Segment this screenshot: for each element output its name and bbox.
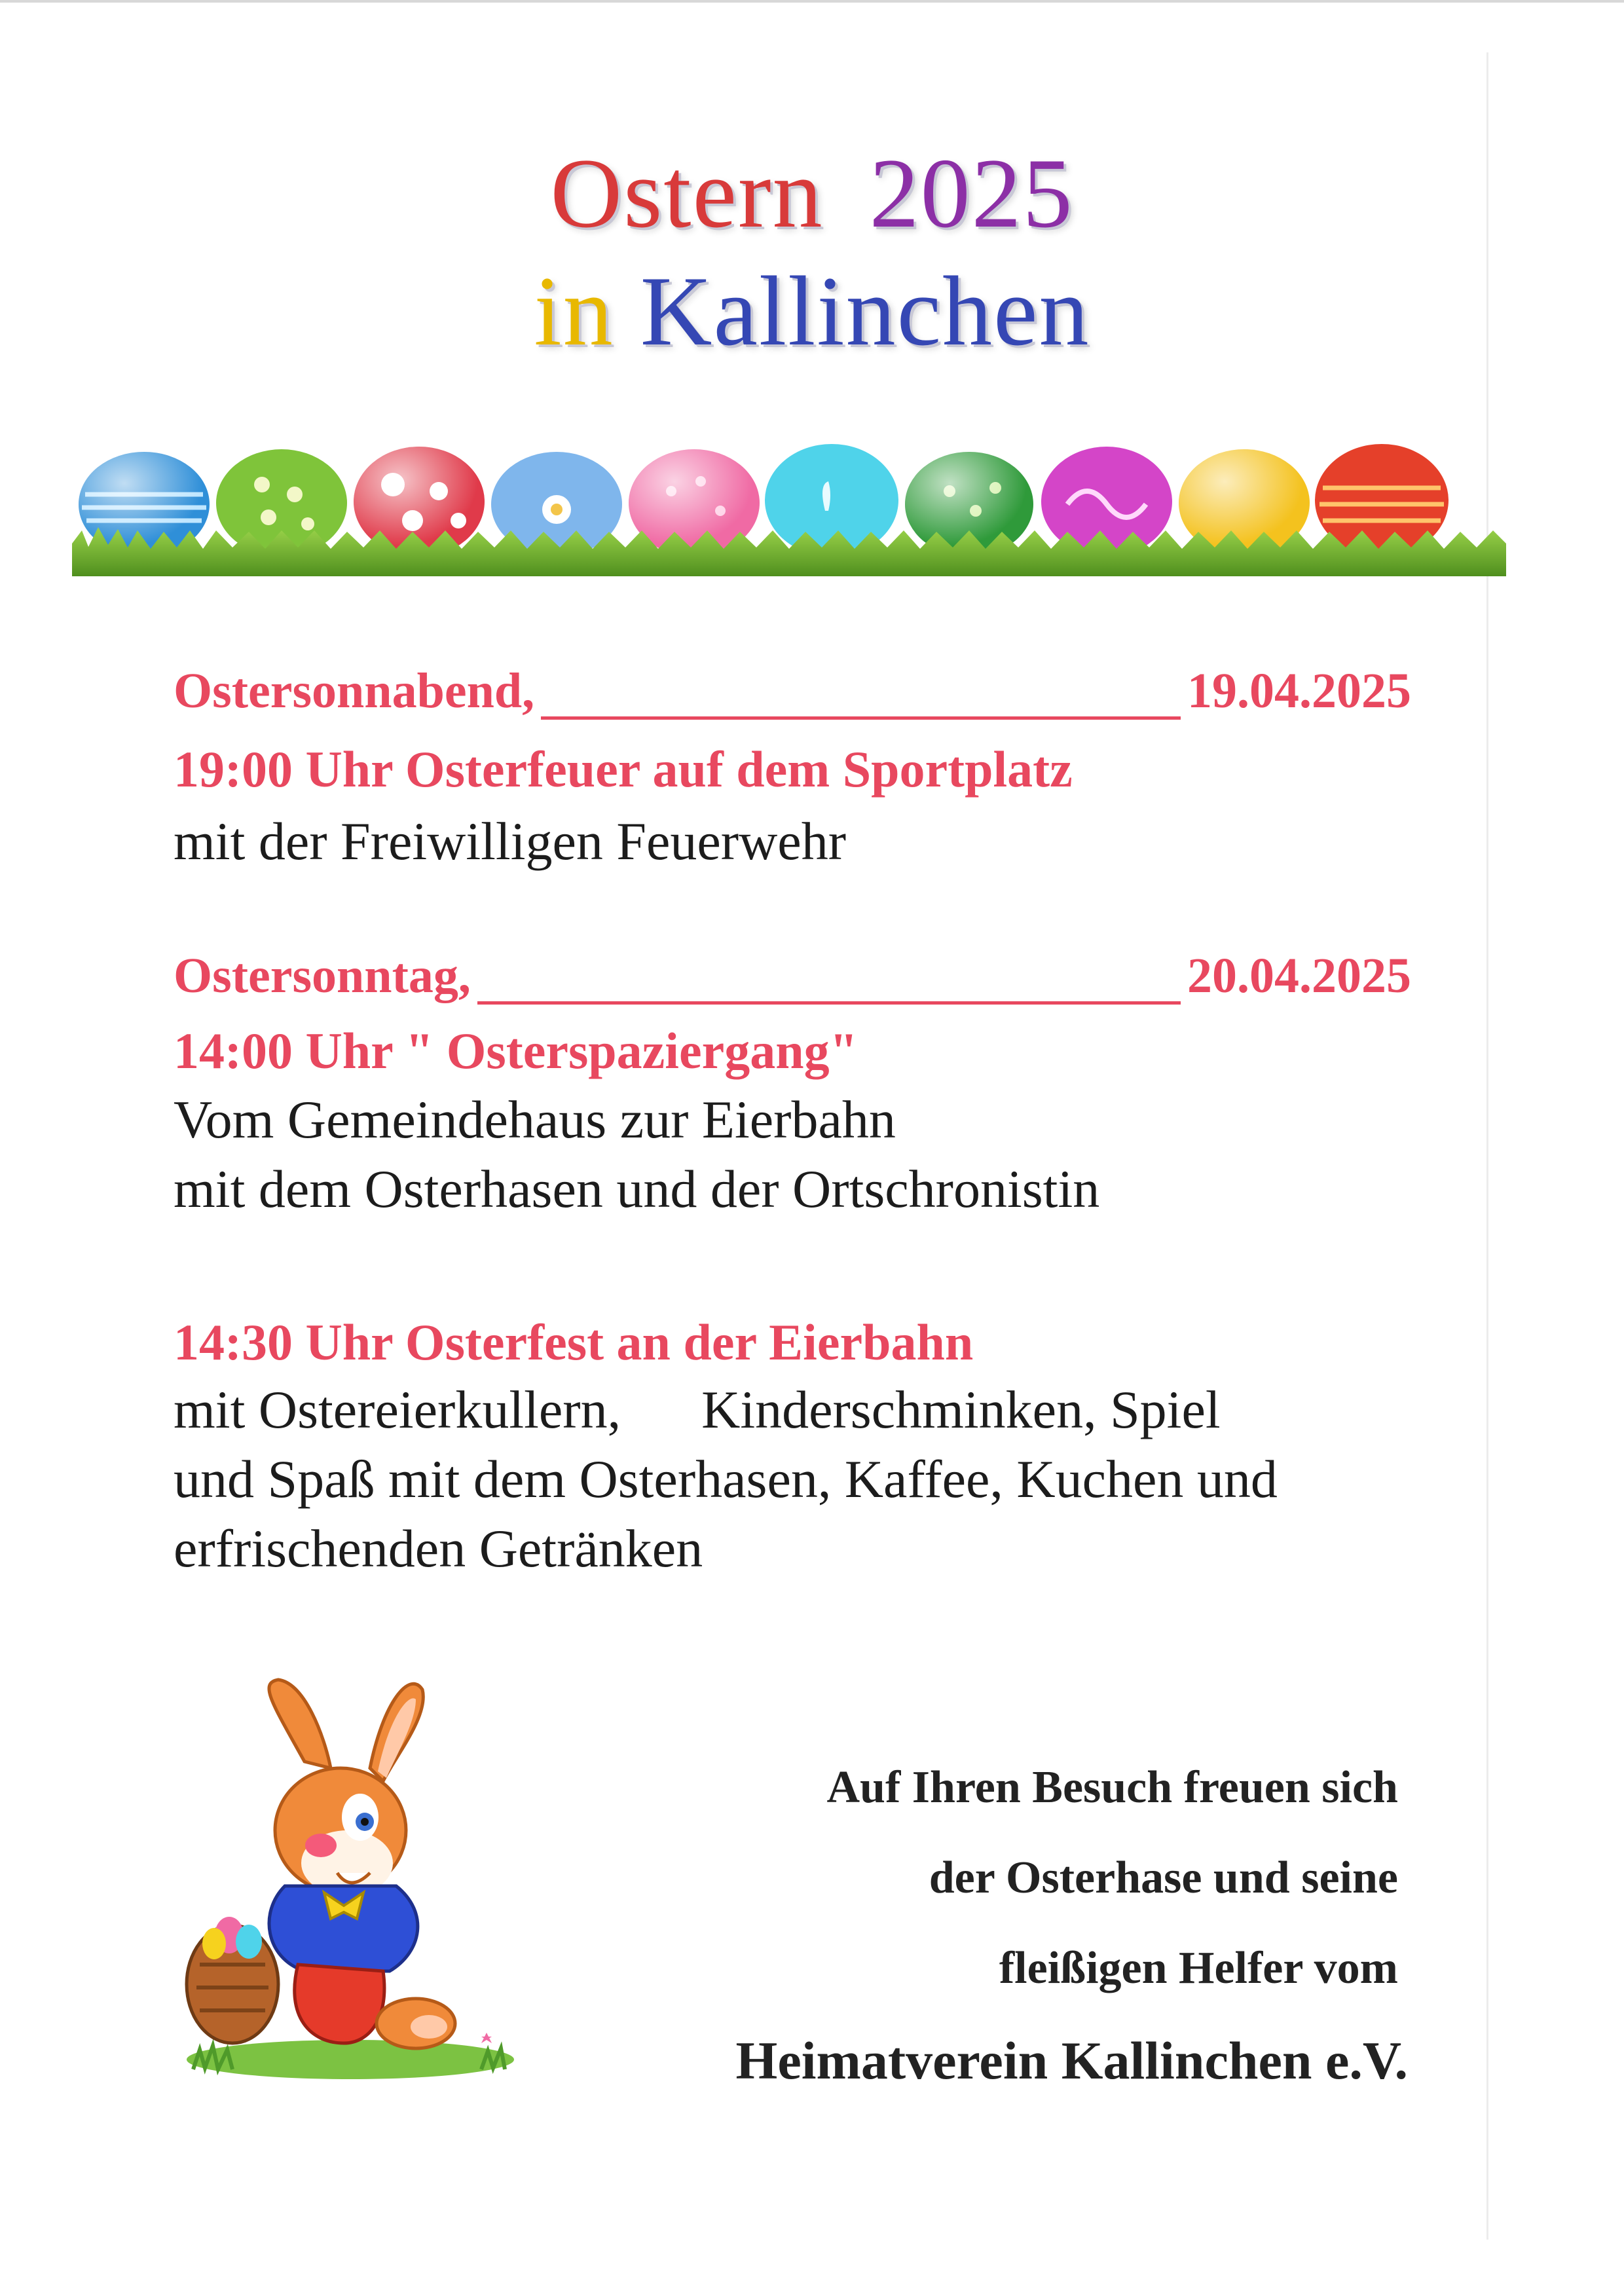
easter-eggs-banner-icon bbox=[72, 432, 1506, 576]
scan-edge bbox=[0, 0, 1624, 3]
closing-line: der Osterhase und seine bbox=[929, 1853, 1398, 1903]
event-description-line: erfrischenden Getränken bbox=[174, 1519, 703, 1578]
closing-line: fleißigen Helfer vom bbox=[999, 1943, 1398, 1993]
event-date-row bbox=[174, 943, 1411, 1008]
event-date-row bbox=[174, 658, 1411, 724]
event-day: Ostersonntag, bbox=[174, 943, 477, 1008]
event-description-line: Vom Gemeindehaus zur Eierbahn bbox=[174, 1090, 896, 1149]
title-word: Ostern bbox=[550, 138, 824, 248]
event-description-line: mit dem Osterhasen und der Ortschronistin bbox=[174, 1159, 1100, 1219]
closing-organization: Heimatverein Kallinchen e.V. bbox=[735, 2031, 1408, 2090]
scan-edge-right bbox=[1486, 52, 1488, 2240]
title-year: 2025 bbox=[869, 138, 1074, 248]
title-place: Kallinchen bbox=[640, 256, 1090, 366]
event-date: 20.04.2025 bbox=[1181, 943, 1411, 1008]
event-description-line: mit Ostereierkullern, Kinderschminken, Spiel bbox=[174, 1380, 1221, 1439]
event-description-line: mit der Freiwilligen Feuerwehr bbox=[174, 811, 847, 871]
closing-line: Auf Ihren Besuch freuen sich bbox=[826, 1762, 1398, 1813]
title-line-2 bbox=[0, 256, 1624, 366]
event-headline: 14:00 Uhr " Osterspaziergang" bbox=[174, 1022, 858, 1079]
title-prefix: in bbox=[534, 256, 614, 366]
event-headline: 14:30 Uhr Osterfest an der Eierbahn bbox=[174, 1314, 974, 1371]
event-headline: 19:00 Uhr Osterfeuer auf dem Sportplatz bbox=[174, 741, 1073, 798]
title-line-1 bbox=[0, 138, 1624, 248]
easter-bunny-icon bbox=[174, 1676, 540, 2096]
event-date: 19.04.2025 bbox=[1181, 658, 1411, 724]
event-description-line: und Spaß mit dem Osterhasen, Kaffee, Kuchen und bbox=[174, 1449, 1278, 1509]
event-day: Ostersonnabend, bbox=[174, 658, 541, 724]
